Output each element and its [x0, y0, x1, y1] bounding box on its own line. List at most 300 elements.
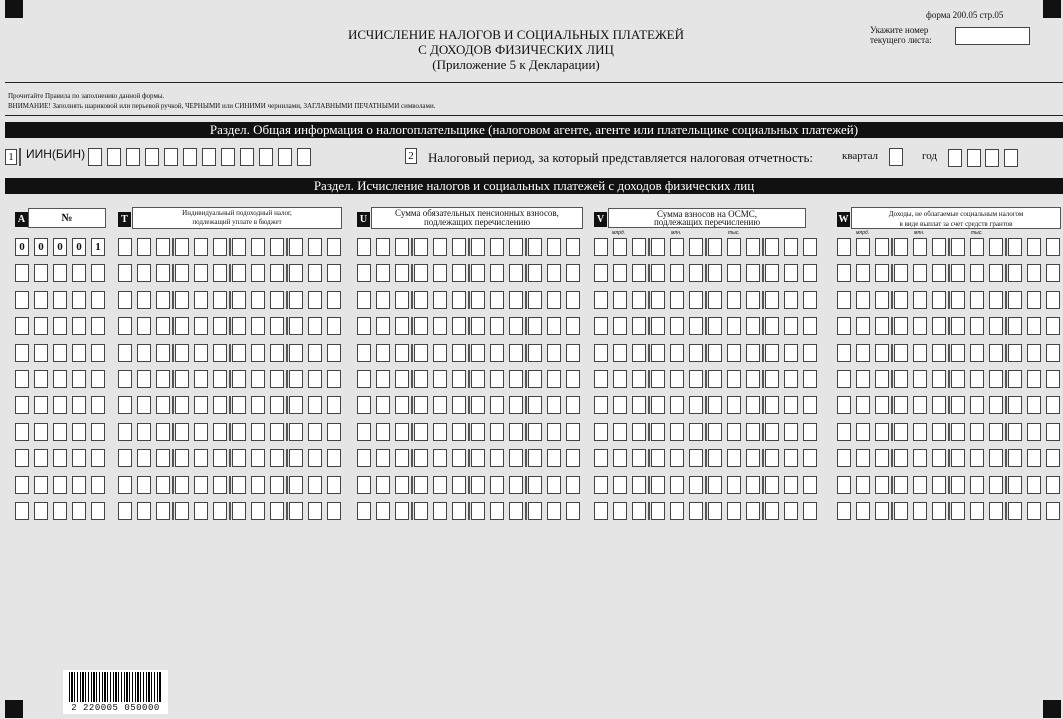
- row-number-box[interactable]: [53, 264, 67, 282]
- grant-income-digit-box[interactable]: [837, 238, 851, 256]
- grant-income-digit-box[interactable]: [1008, 238, 1022, 256]
- pension-digit-box[interactable]: [452, 238, 466, 256]
- pension-digit-box[interactable]: [395, 238, 409, 256]
- grant-income-digit-box[interactable]: [970, 423, 984, 441]
- grant-income-digit-box[interactable]: [875, 344, 889, 362]
- grant-income-digit-box[interactable]: [970, 317, 984, 335]
- iin-digit-box[interactable]: [240, 148, 254, 166]
- grant-income-digit-box[interactable]: [837, 317, 851, 335]
- pension-digit-box[interactable]: [414, 370, 428, 388]
- pension-digit-box[interactable]: [566, 238, 580, 256]
- osms-digit-box[interactable]: [689, 317, 703, 335]
- tax-digit-box[interactable]: [289, 502, 303, 520]
- tax-digit-box[interactable]: [232, 476, 246, 494]
- row-number-box[interactable]: [72, 264, 86, 282]
- grant-income-digit-box[interactable]: [875, 396, 889, 414]
- osms-digit-box[interactable]: [632, 344, 646, 362]
- pension-digit-box[interactable]: [528, 291, 542, 309]
- tax-digit-box[interactable]: [213, 423, 227, 441]
- tax-digit-box[interactable]: [175, 317, 189, 335]
- grant-income-digit-box[interactable]: [989, 502, 1003, 520]
- row-number-box[interactable]: [53, 423, 67, 441]
- grant-income-digit-box[interactable]: [1008, 423, 1022, 441]
- grant-income-digit-box[interactable]: [837, 449, 851, 467]
- pension-digit-box[interactable]: [509, 238, 523, 256]
- grant-income-digit-box[interactable]: [894, 449, 908, 467]
- tax-digit-box[interactable]: [194, 396, 208, 414]
- grant-income-digit-box[interactable]: [856, 502, 870, 520]
- osms-digit-box[interactable]: [746, 476, 760, 494]
- osms-digit-box[interactable]: [651, 396, 665, 414]
- tax-digit-box[interactable]: [194, 423, 208, 441]
- row-number-box[interactable]: [72, 317, 86, 335]
- iin-digit-box[interactable]: [88, 148, 102, 166]
- osms-digit-box[interactable]: [594, 344, 608, 362]
- osms-digit-box[interactable]: [765, 449, 779, 467]
- tax-digit-box[interactable]: [175, 476, 189, 494]
- grant-income-digit-box[interactable]: [913, 344, 927, 362]
- pension-digit-box[interactable]: [509, 264, 523, 282]
- pension-digit-box[interactable]: [509, 291, 523, 309]
- pension-digit-box[interactable]: [357, 344, 371, 362]
- tax-digit-box[interactable]: [270, 449, 284, 467]
- pension-digit-box[interactable]: [395, 396, 409, 414]
- osms-digit-box[interactable]: [803, 476, 817, 494]
- osms-digit-box[interactable]: [689, 396, 703, 414]
- grant-income-digit-box[interactable]: [856, 423, 870, 441]
- tax-digit-box[interactable]: [194, 449, 208, 467]
- pension-digit-box[interactable]: [547, 502, 561, 520]
- row-number-box[interactable]: [72, 476, 86, 494]
- pension-digit-box[interactable]: [490, 344, 504, 362]
- row-number-box[interactable]: [91, 476, 105, 494]
- tax-digit-box[interactable]: [137, 317, 151, 335]
- osms-digit-box[interactable]: [708, 396, 722, 414]
- grant-income-digit-box[interactable]: [894, 502, 908, 520]
- osms-digit-box[interactable]: [784, 291, 798, 309]
- tax-digit-box[interactable]: [251, 502, 265, 520]
- osms-digit-box[interactable]: [708, 449, 722, 467]
- pension-digit-box[interactable]: [376, 264, 390, 282]
- osms-digit-box[interactable]: [727, 449, 741, 467]
- tax-digit-box[interactable]: [137, 238, 151, 256]
- grant-income-digit-box[interactable]: [970, 238, 984, 256]
- grant-income-digit-box[interactable]: [913, 502, 927, 520]
- pension-digit-box[interactable]: [566, 476, 580, 494]
- row-number-box[interactable]: [34, 396, 48, 414]
- grant-income-digit-box[interactable]: [1027, 423, 1041, 441]
- pension-digit-box[interactable]: [471, 317, 485, 335]
- grant-income-digit-box[interactable]: [1008, 502, 1022, 520]
- sheet-number-field[interactable]: [955, 27, 1030, 45]
- tax-digit-box[interactable]: [194, 344, 208, 362]
- row-number-box[interactable]: [15, 317, 29, 335]
- grant-income-digit-box[interactable]: [970, 396, 984, 414]
- tax-digit-box[interactable]: [194, 291, 208, 309]
- tax-digit-box[interactable]: [308, 370, 322, 388]
- pension-digit-box[interactable]: [471, 449, 485, 467]
- row-number-box[interactable]: [53, 502, 67, 520]
- osms-digit-box[interactable]: [594, 423, 608, 441]
- pension-digit-box[interactable]: [528, 264, 542, 282]
- grant-income-digit-box[interactable]: [951, 396, 965, 414]
- pension-digit-box[interactable]: [376, 476, 390, 494]
- tax-digit-box[interactable]: [251, 423, 265, 441]
- pension-digit-box[interactable]: [528, 238, 542, 256]
- row-number-box[interactable]: [15, 291, 29, 309]
- pension-digit-box[interactable]: [395, 291, 409, 309]
- row-number-box[interactable]: [72, 291, 86, 309]
- pension-digit-box[interactable]: [547, 317, 561, 335]
- pension-digit-box[interactable]: [528, 317, 542, 335]
- grant-income-digit-box[interactable]: [970, 449, 984, 467]
- grant-income-digit-box[interactable]: [856, 449, 870, 467]
- osms-digit-box[interactable]: [784, 264, 798, 282]
- pension-digit-box[interactable]: [471, 264, 485, 282]
- tax-digit-box[interactable]: [213, 291, 227, 309]
- row-number-box[interactable]: [15, 502, 29, 520]
- osms-digit-box[interactable]: [651, 476, 665, 494]
- grant-income-digit-box[interactable]: [932, 317, 946, 335]
- grant-income-digit-box[interactable]: [951, 370, 965, 388]
- pension-digit-box[interactable]: [433, 291, 447, 309]
- pension-digit-box[interactable]: [547, 344, 561, 362]
- grant-income-digit-box[interactable]: [875, 238, 889, 256]
- tax-digit-box[interactable]: [270, 423, 284, 441]
- osms-digit-box[interactable]: [689, 344, 703, 362]
- grant-income-digit-box[interactable]: [1046, 317, 1060, 335]
- osms-digit-box[interactable]: [632, 396, 646, 414]
- pension-digit-box[interactable]: [566, 449, 580, 467]
- tax-digit-box[interactable]: [175, 264, 189, 282]
- osms-digit-box[interactable]: [651, 344, 665, 362]
- pension-digit-box[interactable]: [414, 344, 428, 362]
- pension-digit-box[interactable]: [566, 370, 580, 388]
- osms-digit-box[interactable]: [651, 449, 665, 467]
- grant-income-digit-box[interactable]: [913, 370, 927, 388]
- grant-income-digit-box[interactable]: [894, 344, 908, 362]
- row-number-box[interactable]: [34, 449, 48, 467]
- pension-digit-box[interactable]: [414, 502, 428, 520]
- grant-income-digit-box[interactable]: [1046, 344, 1060, 362]
- row-number-box[interactable]: [34, 370, 48, 388]
- osms-digit-box[interactable]: [784, 317, 798, 335]
- tax-digit-box[interactable]: [251, 238, 265, 256]
- osms-digit-box[interactable]: [670, 423, 684, 441]
- osms-digit-box[interactable]: [670, 291, 684, 309]
- tax-digit-box[interactable]: [232, 264, 246, 282]
- pension-digit-box[interactable]: [452, 396, 466, 414]
- tax-digit-box[interactable]: [194, 476, 208, 494]
- grant-income-digit-box[interactable]: [951, 423, 965, 441]
- osms-digit-box[interactable]: [632, 317, 646, 335]
- tax-digit-box[interactable]: [156, 238, 170, 256]
- grant-income-digit-box[interactable]: [989, 370, 1003, 388]
- grant-income-digit-box[interactable]: [989, 423, 1003, 441]
- pension-digit-box[interactable]: [547, 396, 561, 414]
- pension-digit-box[interactable]: [414, 264, 428, 282]
- tax-digit-box[interactable]: [156, 502, 170, 520]
- osms-digit-box[interactable]: [594, 317, 608, 335]
- osms-digit-box[interactable]: [689, 423, 703, 441]
- tax-digit-box[interactable]: [270, 264, 284, 282]
- grant-income-digit-box[interactable]: [932, 502, 946, 520]
- tax-digit-box[interactable]: [194, 264, 208, 282]
- quarter-input[interactable]: [889, 148, 903, 166]
- tax-digit-box[interactable]: [327, 502, 341, 520]
- year-digit-box[interactable]: [967, 149, 981, 167]
- grant-income-digit-box[interactable]: [1046, 476, 1060, 494]
- osms-digit-box[interactable]: [613, 396, 627, 414]
- grant-income-digit-box[interactable]: [989, 238, 1003, 256]
- grant-income-digit-box[interactable]: [856, 344, 870, 362]
- tax-digit-box[interactable]: [232, 396, 246, 414]
- osms-digit-box[interactable]: [784, 370, 798, 388]
- tax-digit-box[interactable]: [156, 423, 170, 441]
- pension-digit-box[interactable]: [528, 396, 542, 414]
- tax-digit-box[interactable]: [232, 449, 246, 467]
- osms-digit-box[interactable]: [651, 238, 665, 256]
- pension-digit-box[interactable]: [376, 502, 390, 520]
- grant-income-digit-box[interactable]: [837, 370, 851, 388]
- osms-digit-box[interactable]: [670, 396, 684, 414]
- grant-income-digit-box[interactable]: [913, 396, 927, 414]
- grant-income-digit-box[interactable]: [837, 423, 851, 441]
- row-number-box[interactable]: 0: [72, 238, 86, 256]
- tax-digit-box[interactable]: [156, 317, 170, 335]
- tax-digit-box[interactable]: [308, 449, 322, 467]
- pension-digit-box[interactable]: [490, 317, 504, 335]
- grant-income-digit-box[interactable]: [856, 476, 870, 494]
- grant-income-digit-box[interactable]: [1027, 264, 1041, 282]
- grant-income-digit-box[interactable]: [970, 264, 984, 282]
- grant-income-digit-box[interactable]: [970, 291, 984, 309]
- row-number-box[interactable]: [72, 370, 86, 388]
- row-number-box[interactable]: 0: [34, 238, 48, 256]
- grant-income-digit-box[interactable]: [875, 423, 889, 441]
- tax-digit-box[interactable]: [118, 238, 132, 256]
- tax-digit-box[interactable]: [175, 423, 189, 441]
- osms-digit-box[interactable]: [784, 344, 798, 362]
- tax-digit-box[interactable]: [156, 264, 170, 282]
- osms-digit-box[interactable]: [803, 291, 817, 309]
- row-number-box[interactable]: [15, 396, 29, 414]
- row-number-box[interactable]: [15, 370, 29, 388]
- grant-income-digit-box[interactable]: [837, 396, 851, 414]
- grant-income-digit-box[interactable]: [856, 396, 870, 414]
- pension-digit-box[interactable]: [509, 344, 523, 362]
- grant-income-digit-box[interactable]: [856, 291, 870, 309]
- tax-digit-box[interactable]: [327, 238, 341, 256]
- grant-income-digit-box[interactable]: [856, 238, 870, 256]
- grant-income-digit-box[interactable]: [1008, 370, 1022, 388]
- pension-digit-box[interactable]: [566, 502, 580, 520]
- tax-digit-box[interactable]: [118, 449, 132, 467]
- osms-digit-box[interactable]: [670, 238, 684, 256]
- pension-digit-box[interactable]: [414, 291, 428, 309]
- pension-digit-box[interactable]: [395, 476, 409, 494]
- grant-income-digit-box[interactable]: [951, 502, 965, 520]
- osms-digit-box[interactable]: [613, 476, 627, 494]
- osms-digit-box[interactable]: [765, 423, 779, 441]
- grant-income-digit-box[interactable]: [1027, 449, 1041, 467]
- grant-income-digit-box[interactable]: [1027, 396, 1041, 414]
- tax-digit-box[interactable]: [118, 344, 132, 362]
- grant-income-digit-box[interactable]: [932, 449, 946, 467]
- grant-income-digit-box[interactable]: [989, 317, 1003, 335]
- grant-income-digit-box[interactable]: [1046, 264, 1060, 282]
- grant-income-digit-box[interactable]: [951, 317, 965, 335]
- osms-digit-box[interactable]: [727, 502, 741, 520]
- osms-digit-box[interactable]: [651, 291, 665, 309]
- osms-digit-box[interactable]: [708, 502, 722, 520]
- osms-digit-box[interactable]: [727, 317, 741, 335]
- tax-digit-box[interactable]: [194, 317, 208, 335]
- pension-digit-box[interactable]: [357, 476, 371, 494]
- pension-digit-box[interactable]: [414, 449, 428, 467]
- osms-digit-box[interactable]: [803, 423, 817, 441]
- pension-digit-box[interactable]: [414, 396, 428, 414]
- osms-digit-box[interactable]: [784, 502, 798, 520]
- grant-income-digit-box[interactable]: [932, 396, 946, 414]
- tax-digit-box[interactable]: [175, 291, 189, 309]
- pension-digit-box[interactable]: [490, 423, 504, 441]
- row-number-box[interactable]: [53, 476, 67, 494]
- row-number-box[interactable]: 0: [53, 238, 67, 256]
- osms-digit-box[interactable]: [708, 291, 722, 309]
- grant-income-digit-box[interactable]: [894, 317, 908, 335]
- pension-digit-box[interactable]: [452, 344, 466, 362]
- iin-digit-box[interactable]: [107, 148, 121, 166]
- tax-digit-box[interactable]: [327, 370, 341, 388]
- tax-digit-box[interactable]: [213, 449, 227, 467]
- tax-digit-box[interactable]: [327, 291, 341, 309]
- osms-digit-box[interactable]: [613, 449, 627, 467]
- iin-digit-box[interactable]: [297, 148, 311, 166]
- pension-digit-box[interactable]: [357, 396, 371, 414]
- tax-digit-box[interactable]: [118, 264, 132, 282]
- row-number-box[interactable]: [15, 423, 29, 441]
- tax-digit-box[interactable]: [194, 370, 208, 388]
- pension-digit-box[interactable]: [376, 396, 390, 414]
- grant-income-digit-box[interactable]: [989, 396, 1003, 414]
- pension-digit-box[interactable]: [566, 396, 580, 414]
- osms-digit-box[interactable]: [727, 291, 741, 309]
- pension-digit-box[interactable]: [376, 370, 390, 388]
- tax-digit-box[interactable]: [327, 317, 341, 335]
- pension-digit-box[interactable]: [528, 449, 542, 467]
- pension-digit-box[interactable]: [433, 344, 447, 362]
- iin-digit-box[interactable]: [202, 148, 216, 166]
- osms-digit-box[interactable]: [803, 502, 817, 520]
- pension-digit-box[interactable]: [452, 502, 466, 520]
- grant-income-digit-box[interactable]: [856, 317, 870, 335]
- grant-income-digit-box[interactable]: [1046, 449, 1060, 467]
- osms-digit-box[interactable]: [613, 370, 627, 388]
- grant-income-digit-box[interactable]: [894, 423, 908, 441]
- osms-digit-box[interactable]: [746, 502, 760, 520]
- pension-digit-box[interactable]: [395, 449, 409, 467]
- row-number-box[interactable]: [91, 317, 105, 335]
- grant-income-digit-box[interactable]: [894, 476, 908, 494]
- pension-digit-box[interactable]: [547, 238, 561, 256]
- tax-digit-box[interactable]: [251, 291, 265, 309]
- row-number-box[interactable]: [15, 476, 29, 494]
- grant-income-digit-box[interactable]: [951, 476, 965, 494]
- grant-income-digit-box[interactable]: [1046, 396, 1060, 414]
- pension-digit-box[interactable]: [452, 317, 466, 335]
- osms-digit-box[interactable]: [746, 264, 760, 282]
- tax-digit-box[interactable]: [251, 476, 265, 494]
- tax-digit-box[interactable]: [232, 238, 246, 256]
- osms-digit-box[interactable]: [651, 423, 665, 441]
- row-number-box[interactable]: [15, 264, 29, 282]
- pension-digit-box[interactable]: [509, 449, 523, 467]
- tax-digit-box[interactable]: [289, 238, 303, 256]
- osms-digit-box[interactable]: [632, 449, 646, 467]
- pension-digit-box[interactable]: [490, 449, 504, 467]
- pension-digit-box[interactable]: [376, 291, 390, 309]
- grant-income-digit-box[interactable]: [989, 264, 1003, 282]
- iin-digit-box[interactable]: [164, 148, 178, 166]
- osms-digit-box[interactable]: [708, 238, 722, 256]
- osms-digit-box[interactable]: [727, 396, 741, 414]
- grant-income-digit-box[interactable]: [856, 264, 870, 282]
- osms-digit-box[interactable]: [632, 264, 646, 282]
- row-number-box[interactable]: [72, 423, 86, 441]
- pension-digit-box[interactable]: [471, 423, 485, 441]
- row-number-box[interactable]: [91, 396, 105, 414]
- pension-digit-box[interactable]: [376, 344, 390, 362]
- osms-digit-box[interactable]: [803, 370, 817, 388]
- grant-income-digit-box[interactable]: [932, 238, 946, 256]
- tax-digit-box[interactable]: [175, 238, 189, 256]
- pension-digit-box[interactable]: [528, 344, 542, 362]
- row-number-box[interactable]: [91, 291, 105, 309]
- tax-digit-box[interactable]: [251, 449, 265, 467]
- grant-income-digit-box[interactable]: [875, 502, 889, 520]
- osms-digit-box[interactable]: [765, 264, 779, 282]
- grant-income-digit-box[interactable]: [837, 291, 851, 309]
- osms-digit-box[interactable]: [727, 238, 741, 256]
- row-number-box[interactable]: [72, 502, 86, 520]
- grant-income-digit-box[interactable]: [913, 449, 927, 467]
- pension-digit-box[interactable]: [528, 370, 542, 388]
- pension-digit-box[interactable]: [471, 502, 485, 520]
- tax-digit-box[interactable]: [213, 238, 227, 256]
- grant-income-digit-box[interactable]: [951, 264, 965, 282]
- grant-income-digit-box[interactable]: [856, 370, 870, 388]
- pension-digit-box[interactable]: [433, 264, 447, 282]
- tax-digit-box[interactable]: [308, 423, 322, 441]
- grant-income-digit-box[interactable]: [1027, 344, 1041, 362]
- row-number-box[interactable]: [53, 344, 67, 362]
- tax-digit-box[interactable]: [156, 396, 170, 414]
- pension-digit-box[interactable]: [395, 502, 409, 520]
- grant-income-digit-box[interactable]: [837, 476, 851, 494]
- osms-digit-box[interactable]: [803, 396, 817, 414]
- osms-digit-box[interactable]: [594, 502, 608, 520]
- row-number-box[interactable]: [91, 449, 105, 467]
- osms-digit-box[interactable]: [765, 317, 779, 335]
- osms-digit-box[interactable]: [670, 317, 684, 335]
- tax-digit-box[interactable]: [137, 264, 151, 282]
- grant-income-digit-box[interactable]: [951, 449, 965, 467]
- grant-income-digit-box[interactable]: [875, 449, 889, 467]
- grant-income-digit-box[interactable]: [894, 291, 908, 309]
- grant-income-digit-box[interactable]: [989, 344, 1003, 362]
- osms-digit-box[interactable]: [594, 238, 608, 256]
